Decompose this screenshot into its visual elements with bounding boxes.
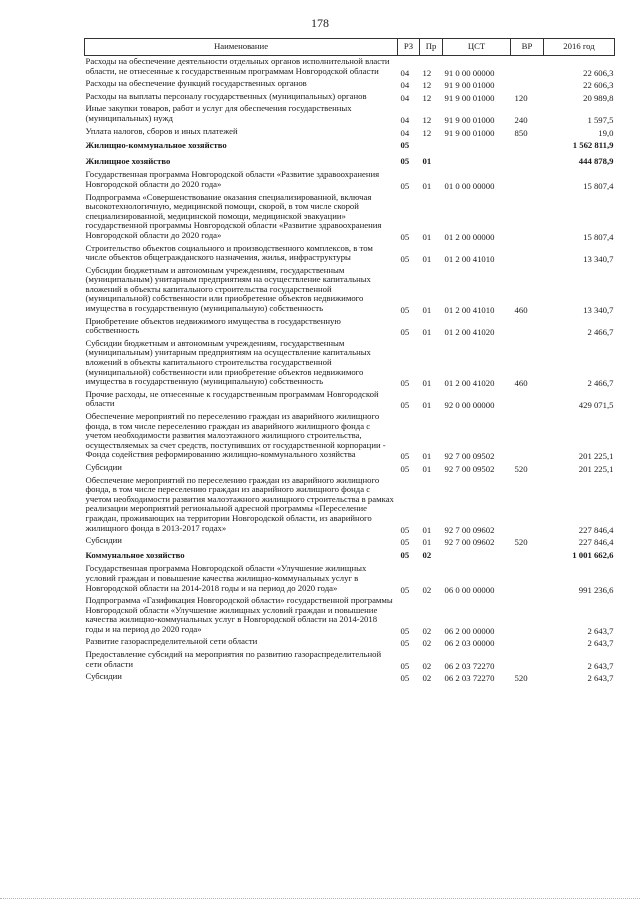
table-row xyxy=(85,316,615,338)
vr-cell xyxy=(511,78,544,91)
name-cell: Расходы на обеспечение функций государственных органов xyxy=(85,78,307,89)
vr-cell xyxy=(511,169,544,191)
vr-cell xyxy=(511,316,544,338)
amount-cell: 22 606,3 xyxy=(583,67,614,78)
vr-cell xyxy=(511,595,544,636)
table-row xyxy=(85,265,615,316)
amount-cell: 1 597,5 xyxy=(587,114,614,125)
name-cell: Обеспечение мероприятий по переселению граждан из аварийного жилищного фонда, в том числе переселению граждан из аварийного жилищного фонда с учетом необходимости развития малоэтажного жилищного строительства, осуществляемых за счет средств, поступивших от государственной корпорации - Фонда содействия реформированию жилищно-коммунального хозяйства xyxy=(85,411,386,460)
amount-cell: 2 643,7 xyxy=(587,638,614,649)
pr-cell: 01 xyxy=(422,231,432,242)
header-name: Наименование xyxy=(85,39,398,56)
cst-cell: 01 2 00 41020 xyxy=(444,378,495,389)
amount-cell: 201 225,1 xyxy=(578,463,614,474)
rz-cell: 05 xyxy=(400,673,410,684)
pr-cell: 01 xyxy=(422,327,432,338)
table-body xyxy=(85,56,615,684)
rz-cell: 04 xyxy=(400,127,410,138)
amount-cell: 201 225,1 xyxy=(578,451,614,462)
pr-cell xyxy=(420,138,443,154)
rz-cell: 04 xyxy=(400,67,410,78)
table-header xyxy=(85,39,615,56)
rz-cell: 04 xyxy=(400,92,410,103)
rz-cell: 05 xyxy=(400,549,410,560)
cst-cell xyxy=(443,154,511,170)
name-cell: Субсидии xyxy=(85,461,122,472)
vr-cell xyxy=(511,411,544,462)
pr-cell: 02 xyxy=(422,584,432,595)
pr-cell: 12 xyxy=(422,67,432,78)
vr-cell: 850 xyxy=(514,127,528,138)
name-cell: Расходы на обеспечение деятельности отдельных органов исполнительной власти области, не отнесенные к государственным программам Новгородской области xyxy=(85,56,390,76)
pr-cell: 02 xyxy=(422,638,432,649)
pr-cell: 12 xyxy=(422,80,432,91)
table-row xyxy=(85,78,615,91)
amount-cell: 1 001 662,6 xyxy=(572,549,614,560)
rz-cell: 05 xyxy=(400,451,410,462)
rz-cell: 05 xyxy=(400,180,410,191)
vr-cell xyxy=(511,56,544,79)
vr-cell: 240 xyxy=(514,114,528,125)
table-row xyxy=(85,595,615,636)
name-cell: Государственная программа Новгородской области «Улучшение жилищных условий граждан и повышение качества жилищно-коммунальных услуг в Новгородской области на 2014-2018 годы и на период до 2020 года» xyxy=(85,563,367,593)
table-row xyxy=(85,389,615,411)
rz-cell: 05 xyxy=(400,584,410,595)
cst-cell: 06 0 00 00000 xyxy=(444,584,495,595)
vr-cell xyxy=(511,243,544,265)
pr-cell: 01 xyxy=(422,180,432,191)
cst-cell: 01 2 00 41010 xyxy=(444,254,495,265)
amount-cell: 19,0 xyxy=(598,127,614,138)
amount-cell: 2 643,7 xyxy=(587,673,614,684)
budget-table xyxy=(84,38,615,684)
name-cell: Подпрограмма «Газификация Новгородской области» государственной программы Новгородской области «Улучшение жилищных условий граждан и повышение качества жилищно-коммунальных услуг в Новгородской области на 2014-2018 годы и на период до 2020 года» xyxy=(85,595,393,634)
cst-cell: 01 0 00 00000 xyxy=(444,180,495,191)
name-cell: Жилищно-коммунальное хозяйство xyxy=(85,140,227,151)
vr-cell xyxy=(511,192,544,243)
table-row xyxy=(85,475,615,536)
rz-cell: 05 xyxy=(400,638,410,649)
table-row xyxy=(85,671,615,684)
vr-cell: 520 xyxy=(514,537,528,548)
pr-cell: 02 xyxy=(422,660,432,671)
name-cell: Субсидии бюджетным и автономным учреждениям, государственным (муниципальным) унитарным предприятиям на осуществление капитальных вложений в объекты капитального строительства государственной (муниципальной) собственности или приобретение объектов недвижимого имущества в государственную (муниципальную) собственность xyxy=(85,337,371,387)
table-row xyxy=(85,169,615,191)
header-pr: Пр xyxy=(420,39,443,56)
cst-cell: 91 9 00 01000 xyxy=(444,80,495,91)
rz-cell: 05 xyxy=(400,400,410,411)
pr-cell: 01 xyxy=(422,463,432,474)
table-row xyxy=(85,462,615,475)
pr-cell: 02 xyxy=(422,673,432,684)
cst-cell: 91 9 00 01000 xyxy=(444,114,495,125)
header-cst: ЦСТ xyxy=(443,39,511,56)
vr-cell: 460 xyxy=(514,378,528,389)
name-cell: Жилищное хозяйство xyxy=(85,155,171,166)
name-cell: Прочие расходы, не отнесенные к государственным программам Новгородской области xyxy=(85,388,379,409)
rz-cell: 05 xyxy=(400,524,410,535)
cst-cell: 91 0 00 00000 xyxy=(444,67,495,78)
cst-cell: 92 7 00 09502 xyxy=(444,463,495,474)
pr-cell: 12 xyxy=(422,114,432,125)
vr-cell: 460 xyxy=(514,305,528,316)
table-row xyxy=(85,91,615,104)
cst-cell: 92 7 00 09602 xyxy=(444,524,495,535)
table-row xyxy=(85,243,615,265)
cst-cell: 06 2 00 00000 xyxy=(444,625,495,636)
vr-cell xyxy=(511,475,544,536)
header-vr: ВР xyxy=(511,39,544,56)
vr-cell: 520 xyxy=(514,463,528,474)
vr-cell: 520 xyxy=(514,673,528,684)
scan-edge-divider xyxy=(0,898,640,899)
cst-cell xyxy=(443,548,511,564)
name-cell: Субсидии xyxy=(85,535,122,546)
name-cell: Строительство объектов социального и производственного комплексов, в том числе объектов общегражданского назначения, жилья, инфраструктуры xyxy=(85,242,373,263)
rz-cell: 04 xyxy=(400,80,410,91)
amount-cell: 2 466,7 xyxy=(587,378,614,389)
amount-cell: 429 071,5 xyxy=(578,400,614,411)
cst-cell: 01 2 00 41010 xyxy=(444,305,495,316)
vr-cell xyxy=(511,389,544,411)
amount-cell: 22 606,3 xyxy=(583,80,614,91)
amount-cell: 20 989,8 xyxy=(583,92,614,103)
header-row xyxy=(85,39,615,56)
vr-cell xyxy=(511,154,544,170)
rz-cell: 05 xyxy=(400,231,410,242)
pr-cell: 01 xyxy=(422,254,432,265)
table-row xyxy=(85,56,615,79)
cst-cell xyxy=(443,138,511,154)
table-row xyxy=(85,411,615,462)
cst-cell: 91 9 00 01000 xyxy=(444,92,495,103)
amount-cell: 15 807,4 xyxy=(583,231,614,242)
rz-cell: 05 xyxy=(400,140,410,151)
table-row xyxy=(85,649,615,671)
table-row xyxy=(85,192,615,243)
name-cell: Государственная программа Новгородской области «Развитие здравоохранения Новгородской области до 2020 года» xyxy=(85,169,380,189)
name-cell: Расходы на выплаты персоналу государственных (муниципальных) органов xyxy=(85,90,367,101)
section-row xyxy=(85,138,615,154)
name-cell: Коммунальное хозяйство xyxy=(85,549,185,560)
rz-cell: 05 xyxy=(400,660,410,671)
pr-cell: 02 xyxy=(422,625,432,636)
pr-cell: 01 xyxy=(422,378,432,389)
name-cell: Подпрограмма «Совершенствование оказания специализированной, включая высокотехнологичную, медицинской помощи, скорой, в том числе скорой специализированной, медицинской помощи, медицинской эвакуации» государственной программы Новгородской области «Развитие здравоохранения Новгородской области до 2020 года» xyxy=(85,191,382,240)
cst-cell: 01 2 00 41020 xyxy=(444,327,495,338)
pr-cell: 12 xyxy=(422,92,432,103)
amount-cell: 2 643,7 xyxy=(587,625,614,636)
header-rz: РЗ xyxy=(398,39,420,56)
cst-cell: 92 0 00 00000 xyxy=(444,400,495,411)
vr-cell xyxy=(511,563,544,595)
amount-cell: 227 846,4 xyxy=(578,537,614,548)
rz-cell: 05 xyxy=(400,327,410,338)
vr-cell xyxy=(511,649,544,671)
pr-cell: 02 xyxy=(422,549,432,560)
rz-cell: 05 xyxy=(400,155,410,166)
name-cell: Развитие газораспределительной сети области xyxy=(85,636,258,647)
amount-cell: 227 846,4 xyxy=(578,524,614,535)
cst-cell: 92 7 00 09602 xyxy=(444,537,495,548)
pr-cell: 01 xyxy=(422,155,432,166)
name-cell: Обеспечение мероприятий по переселению граждан из аварийного жилищного фонда, в том числе переселению граждан из аварийного жилищного фонда с учетом необходимости развития малоэтажного жилищного строительства в рамках реализации мероприятий региональной адресной программы «Переселение граждан, проживающих на территории Новгородской области, из аварийного жилищного фонда в 2013-2017 годах» xyxy=(85,474,394,533)
rz-cell: 05 xyxy=(400,305,410,316)
amount-cell: 444 878,9 xyxy=(578,155,614,166)
rz-cell: 05 xyxy=(400,378,410,389)
vr-cell xyxy=(511,548,544,564)
cst-cell: 06 2 03 72270 xyxy=(444,673,495,684)
table-row xyxy=(85,636,615,649)
rz-cell: 05 xyxy=(400,254,410,265)
table-row xyxy=(85,338,615,389)
pr-cell: 01 xyxy=(422,451,432,462)
amount-cell: 13 340,7 xyxy=(583,305,614,316)
name-cell: Иные закупки товаров, работ и услуг для обеспечения государственных (муниципальных) нужд xyxy=(85,103,352,123)
rz-cell: 04 xyxy=(400,114,410,125)
table-row xyxy=(85,563,615,595)
section-row xyxy=(85,154,615,170)
cst-cell: 92 7 00 09502 xyxy=(444,451,495,462)
pr-cell: 12 xyxy=(422,127,432,138)
amount-cell: 1 562 811,9 xyxy=(572,140,614,151)
amount-cell: 15 807,4 xyxy=(583,180,614,191)
name-cell: Субсидии бюджетным и автономным учреждениям, государственным (муниципальным) унитарным предприятиям на осуществление капитальных вложений в объекты капитального строительства государственной (муниципальной) собственности или приобретение объектов недвижимого имущества в государственную (муниципальную) собственность xyxy=(85,264,371,314)
name-cell: Субсидии xyxy=(85,671,122,682)
rz-cell: 05 xyxy=(400,463,410,474)
header-amount: 2016 год xyxy=(544,39,615,56)
section-row xyxy=(85,548,615,564)
amount-cell: 13 340,7 xyxy=(583,254,614,265)
amount-cell: 2 466,7 xyxy=(587,327,614,338)
pr-cell: 01 xyxy=(422,400,432,411)
vr-cell xyxy=(511,636,544,649)
table-row xyxy=(85,535,615,548)
rz-cell: 05 xyxy=(400,537,410,548)
vr-cell: 120 xyxy=(514,92,528,103)
amount-cell: 991 236,6 xyxy=(578,584,614,595)
cst-cell: 06 2 03 00000 xyxy=(444,638,495,649)
name-cell: Приобретение объектов недвижимого имущества в государственную собственность xyxy=(85,315,341,336)
cst-cell: 06 2 03 72270 xyxy=(444,660,495,671)
pr-cell: 01 xyxy=(422,305,432,316)
page-number: 178 xyxy=(311,16,329,30)
table-row xyxy=(85,126,615,139)
cst-cell: 91 9 00 01000 xyxy=(444,127,495,138)
cst-cell: 01 2 00 00000 xyxy=(444,231,495,242)
pr-cell: 01 xyxy=(422,537,432,548)
name-cell: Предоставление субсидий на мероприятия по развитию газораспределительной сети области xyxy=(85,649,382,669)
name-cell: Уплата налогов, сборов и иных платежей xyxy=(85,125,238,136)
rz-cell: 05 xyxy=(400,625,410,636)
vr-cell xyxy=(511,138,544,154)
pr-cell: 01 xyxy=(422,524,432,535)
table-row xyxy=(85,103,615,125)
amount-cell: 2 643,7 xyxy=(587,660,614,671)
